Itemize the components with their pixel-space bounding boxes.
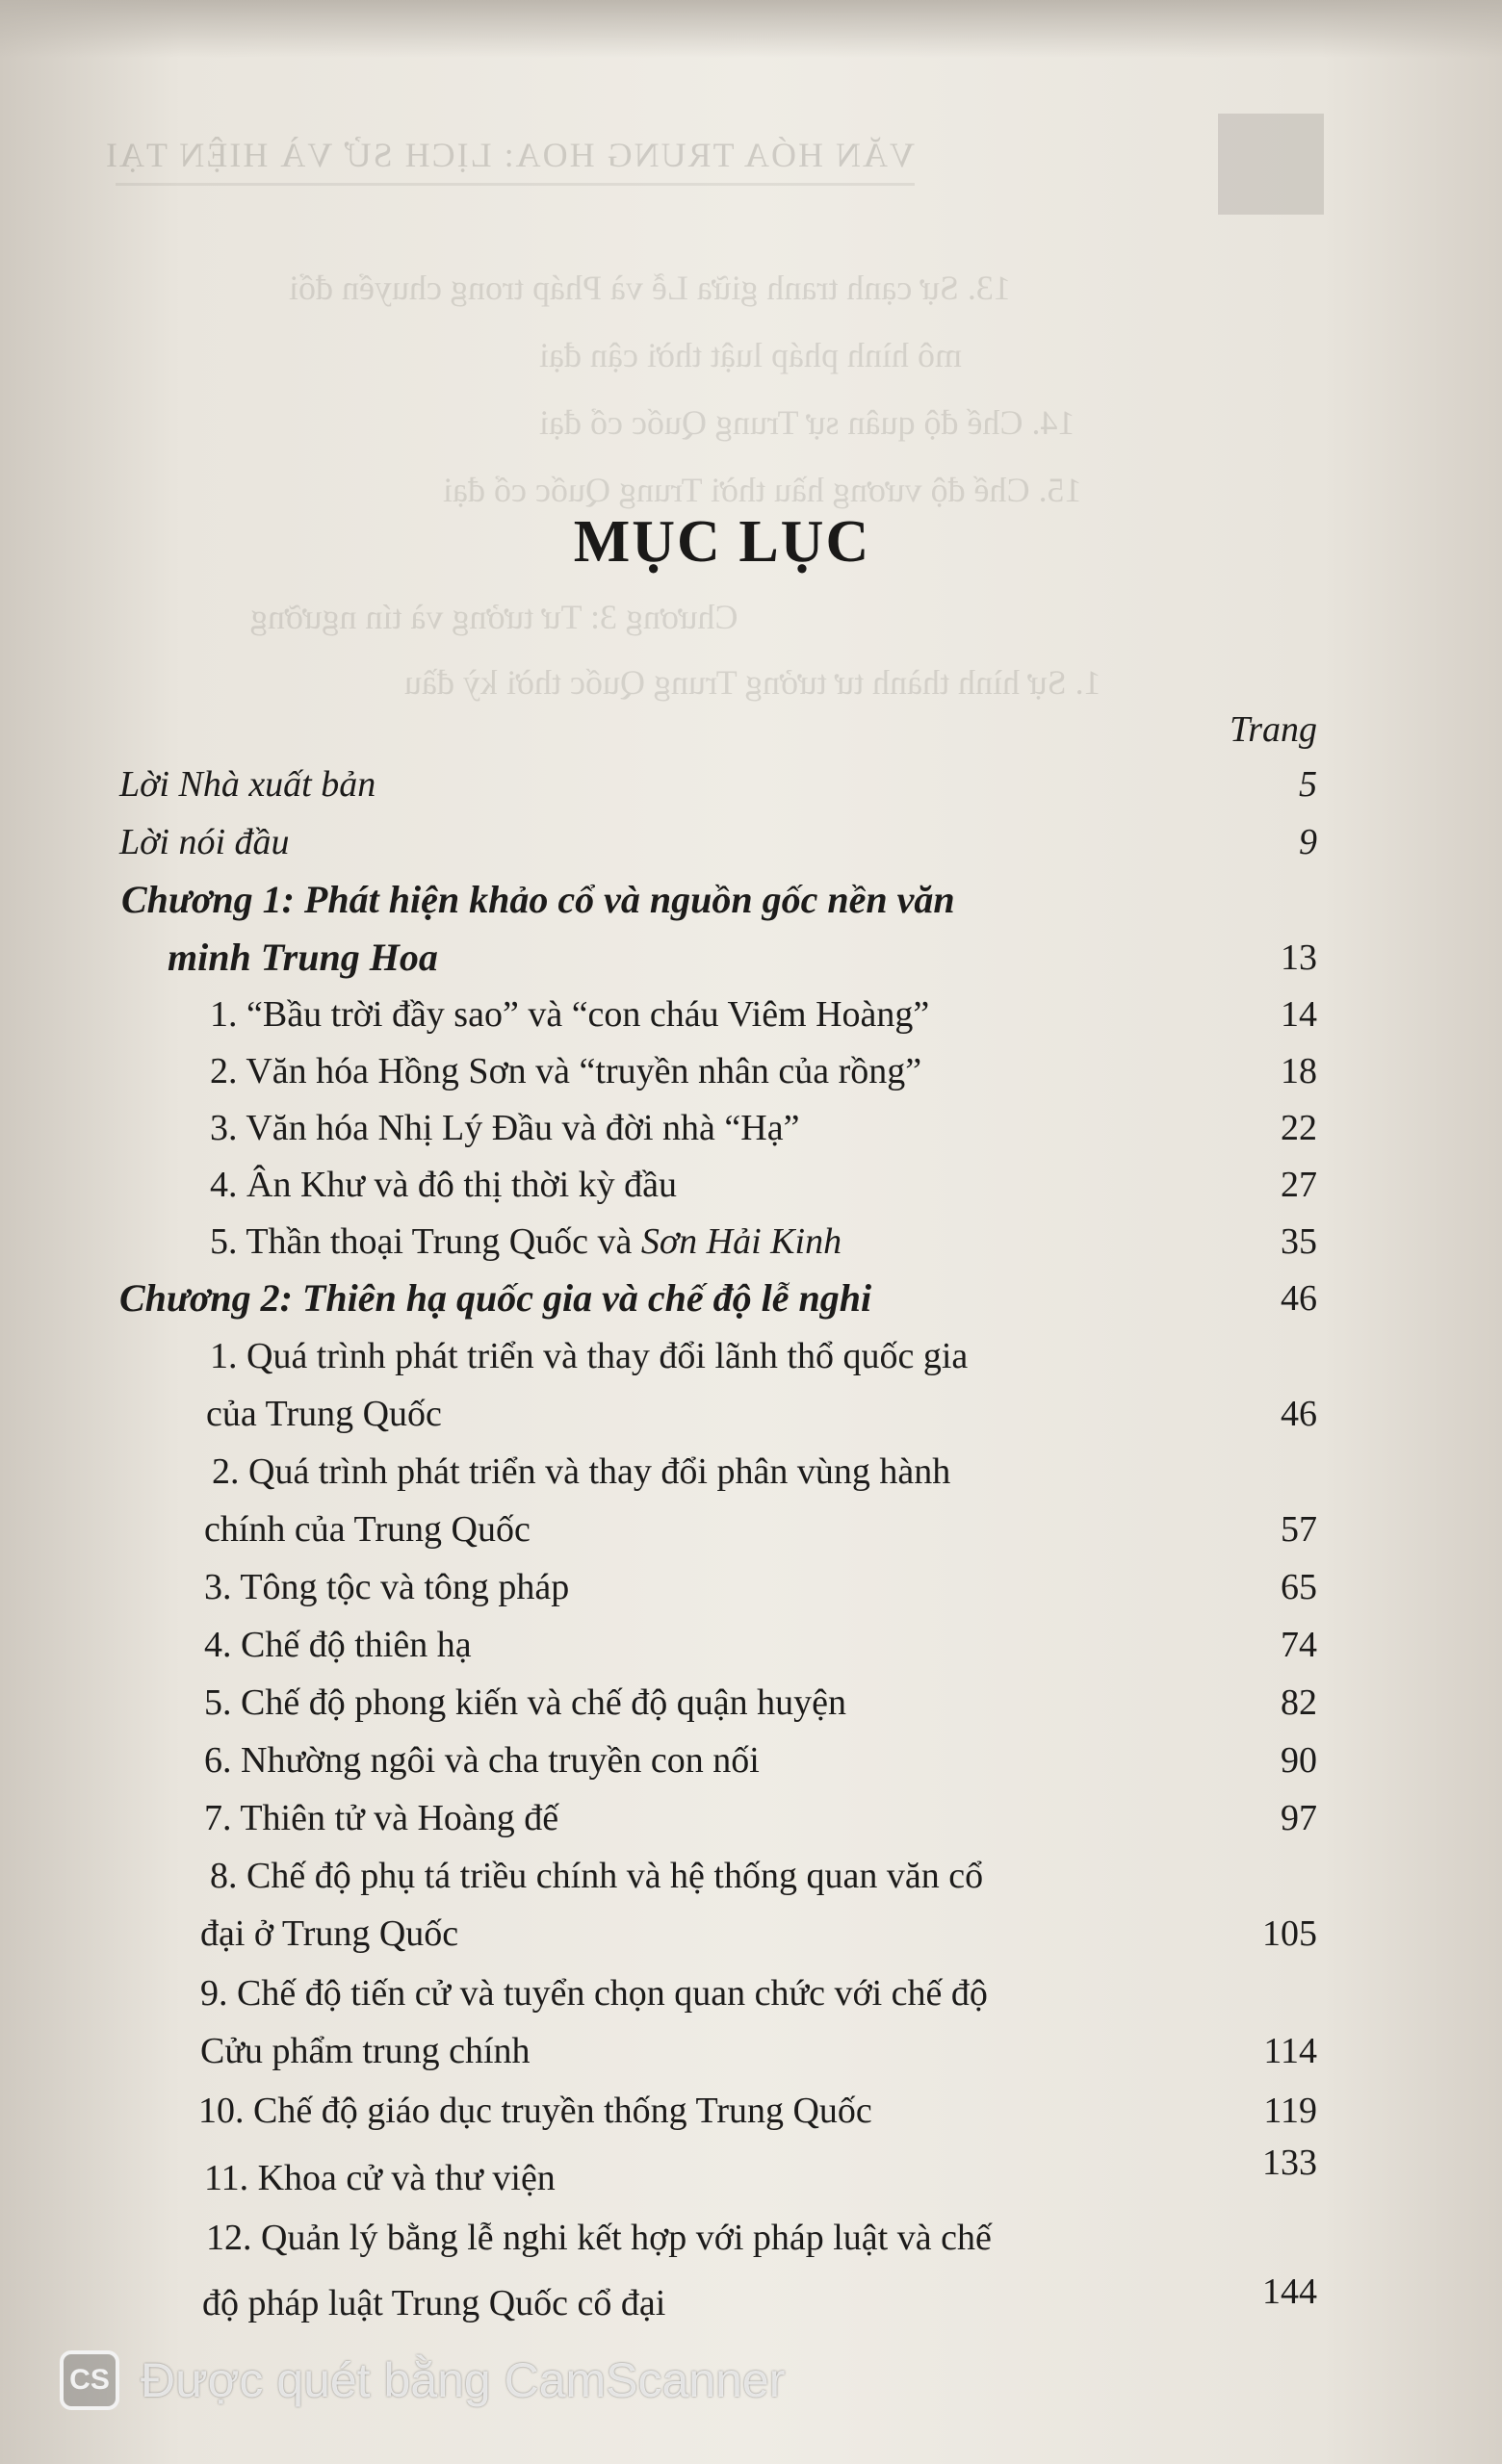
toc-entry-front-matter	[0, 814, 1502, 870]
toc-page-number: 133	[1262, 2143, 1317, 2183]
toc-chapter-title-line2: minh Trung Hoa	[168, 936, 438, 979]
bleed-through-line: 13. Sự cạnh tranh giữa Lễ và Pháp trong chuyển đổi	[289, 269, 1011, 307]
toc-section	[0, 1732, 1502, 1788]
camscanner-logo-icon: CS	[60, 2350, 119, 2410]
toc-entry-title-italic: Sơn Hải Kinh	[640, 1221, 842, 1262]
toc-page-number: 14	[1281, 994, 1317, 1035]
bleed-through-line: 15. Chế độ vương hầu thời Trung Quốc cổ đại	[443, 471, 1082, 509]
toc-section	[0, 987, 1502, 1042]
toc-page-number: 27	[1281, 1165, 1317, 1205]
toc-section	[0, 1214, 1502, 1270]
toc-page-number: 22	[1281, 1108, 1317, 1148]
toc-section-cont	[0, 1386, 1502, 1442]
toc-entry-title-line2: của Trung Quốc	[206, 1394, 442, 1434]
toc-chapter-title-line1: Chương 1: Phát hiện khảo cổ và nguồn gốc nền văn	[121, 878, 955, 921]
toc-page-number: 114	[1263, 2031, 1317, 2071]
toc-entry-title-line2: độ pháp luật Trung Quốc cổ đại	[202, 2283, 666, 2323]
toc-entry-title: 3. Văn hóa Nhị Lý Đầu và đời nhà “Hạ”	[210, 1108, 800, 1148]
toc-section-page	[0, 2135, 1502, 2191]
toc-page-number: 90	[1281, 1740, 1317, 1781]
toc-section	[0, 1559, 1502, 1615]
toc-page-number: 46	[1281, 1278, 1317, 1319]
page-title: MỤC LỤC	[573, 509, 871, 575]
toc-entry-title: 2. Văn hóa Hồng Sơn và “truyền nhân của rồng”	[210, 1051, 922, 1091]
toc-section	[0, 1328, 1502, 1384]
toc-entry-title-line1: 1. Quá trình phát triển và thay đổi lãnh thổ quốc gia	[210, 1336, 969, 1376]
toc-section	[0, 2083, 1502, 2139]
toc-page-number: 46	[1281, 1394, 1317, 1434]
toc-page-number: 74	[1281, 1625, 1317, 1665]
toc-page-number: 82	[1281, 1682, 1317, 1723]
toc-entry-title: 1. “Bầu trời đầy sao” và “con cháu Viêm Hoàng”	[210, 994, 930, 1035]
toc-page-number: 35	[1281, 1221, 1317, 1262]
toc-page-number: 119	[1263, 2091, 1317, 2131]
toc-section	[0, 1790, 1502, 1846]
toc-section	[0, 1100, 1502, 1156]
toc-section	[0, 2210, 1502, 2266]
toc-page-number: 65	[1281, 1567, 1317, 1607]
bleed-through-line: 14. Chế độ quân sự Trung Quốc cổ đại	[539, 403, 1075, 442]
toc-entry-title-line1: 9. Chế độ tiến cử và tuyển chọn quan chức với chế độ	[200, 1973, 988, 2014]
toc-page-number: 105	[1262, 1913, 1317, 1954]
toc-entry-title-line2: chính của Trung Quốc	[204, 1509, 531, 1550]
toc-section	[0, 1444, 1502, 1500]
toc-page-number: 57	[1281, 1509, 1317, 1550]
toc-entry-title: 4. Ân Khư và đô thị thời kỳ đầu	[210, 1165, 678, 1205]
toc-section-cont	[0, 2272, 1502, 2331]
toc-chapter-title: Chương 2: Thiên hạ quốc gia và chế độ lễ nghi	[119, 1276, 872, 1320]
bleed-through-line: Chương 3: Tư tưởng và tín ngưỡng	[250, 598, 738, 636]
toc-section	[0, 1617, 1502, 1673]
toc-entry-title-prefix: 5. Thần thoại Trung Quốc và	[210, 1221, 641, 1262]
toc-section-cont	[0, 1906, 1502, 1962]
bleed-through-header: VĂN HÓA TRUNG HOA: LỊCH SỬ VÀ HIỆN TẠI	[116, 135, 915, 186]
toc-entry-title: 11. Khoa cử và thư viện	[204, 2158, 556, 2198]
toc-section-cont	[0, 2023, 1502, 2079]
toc-page-number: 18	[1281, 1051, 1317, 1091]
toc-entry-title-line2: đại ở Trung Quốc	[200, 1913, 459, 1954]
page-column-label: Trang	[1230, 709, 1317, 750]
toc-page-number: 97	[1281, 1798, 1317, 1838]
toc-entry-title-line1: 12. Quản lý bằng lễ nghi kết hợp với pháp luật và chế	[206, 2218, 992, 2258]
toc-entry-title-line2: Cửu phẩm trung chính	[200, 2031, 531, 2071]
toc-entry-title: 6. Nhường ngôi và cha truyền con nối	[204, 1740, 760, 1781]
toc-entry-title-line1: 2. Quá trình phát triển và thay đổi phân vùng hành	[212, 1451, 951, 1492]
toc-section	[0, 1043, 1502, 1099]
toc-entry-title: Lời nói đầu	[119, 822, 290, 862]
bleed-through-line: 1. Sự hình thành tư tưởng Trung Quốc thời kỳ đầu	[404, 663, 1101, 702]
camscanner-watermark	[60, 2347, 785, 2414]
toc-chapter-1-cont	[0, 930, 1502, 986]
toc-entry-title	[210, 1214, 842, 1270]
toc-entry-front-matter	[0, 757, 1502, 812]
bleed-through-line: mô hình pháp luật thời cận đại	[539, 336, 962, 374]
watermark-text: Được quét bằng CamScanner	[141, 2353, 786, 2407]
toc-page-number: 5	[1299, 764, 1317, 805]
toc-section	[0, 1965, 1502, 2021]
toc-chapter-1	[0, 872, 1502, 928]
toc-entry-title: 10. Chế độ giáo dục truyền thống Trung Quốc	[198, 2091, 872, 2131]
toc-entry-title: 3. Tông tộc và tông pháp	[204, 1567, 570, 1607]
toc-section-cont	[0, 1502, 1502, 1557]
toc-entry-title: 5. Chế độ phong kiến và chế độ quận huyện	[204, 1682, 846, 1723]
toc-section	[0, 1848, 1502, 1904]
toc-chapter-2	[0, 1270, 1502, 1326]
toc-entry-title: 4. Chế độ thiên hạ	[204, 1625, 472, 1665]
toc-entry-title: Lời Nhà xuất bản	[119, 764, 376, 805]
toc-page-number: 144	[1262, 2272, 1317, 2312]
toc-section	[0, 1675, 1502, 1731]
toc-entry-title-line1: 8. Chế độ phụ tá triều chính và hệ thống quan văn cổ	[210, 1856, 984, 1896]
toc-entry-title: 7. Thiên tử và Hoàng đế	[204, 1798, 559, 1838]
toc-page-number: 13	[1281, 937, 1317, 978]
toc-section	[0, 1157, 1502, 1213]
toc-page-number: 9	[1299, 822, 1317, 862]
